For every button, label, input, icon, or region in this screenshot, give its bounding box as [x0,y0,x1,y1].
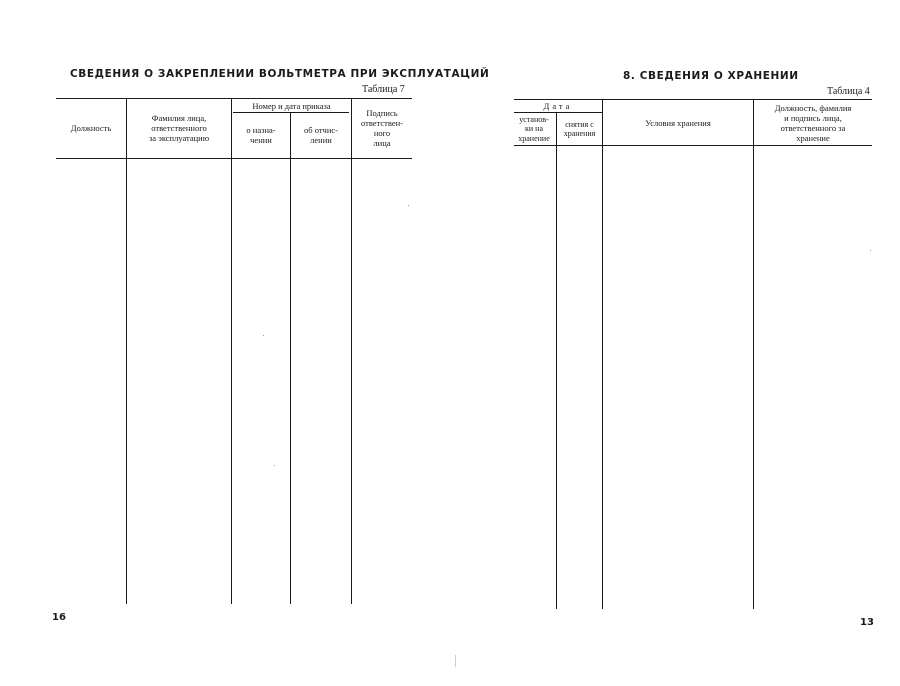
header-order-dismiss: об отчис- лении [304,125,338,145]
right-page-title: 8. СВЕДЕНИЯ О ХРАНЕНИИ [623,70,799,82]
right-table-header-bottom [514,145,872,146]
header-order-appoint: о назна- чении [246,125,276,145]
right-table-col-line-1 [556,112,557,609]
right-page-number: 13 [860,617,874,628]
right-table-col-line-3 [753,99,754,609]
scan-speck [274,465,275,466]
left-table-col-line-2 [231,98,232,604]
header-person: Фамилия лица, ответственного за эксплуатацию [148,113,210,143]
right-table-label: Таблица 4 [827,86,870,97]
scan-speck [408,205,409,206]
header-position: Должность [70,123,112,133]
scan-speck [263,335,264,336]
left-table-group-divider [233,112,349,113]
right-page [450,0,900,686]
header-date-group: Дата [543,101,573,111]
left-table-label: Таблица 7 [362,84,405,95]
left-table-col-line-3 [290,112,291,604]
header-signature: Подпись ответствен- ного лица [360,108,403,148]
left-page-number: 16 [52,612,66,623]
left-page-title: СВЕДЕНИЯ О ЗАКРЕПЛЕНИИ ВОЛЬТМЕТРА ПРИ ЭКСПЛУАТАЦИЙ [70,68,490,80]
left-table-col-line-1 [126,98,127,604]
header-conditions: Условия хранения [645,117,711,128]
header-date-remove: снятия с хранения [563,119,596,138]
scan-speck [870,250,871,251]
scan-speck [455,655,456,667]
left-table-col-line-4 [351,98,352,604]
header-order-group: Номер и дата приказа [252,100,331,111]
header-responsible: Должность, фамилия и подпись лица, ответственного за хранение [774,102,852,143]
header-date-install: установ- ки на хранение [518,114,550,143]
left-table-header-bottom [56,158,412,159]
right-table-col-line-2 [602,99,603,609]
